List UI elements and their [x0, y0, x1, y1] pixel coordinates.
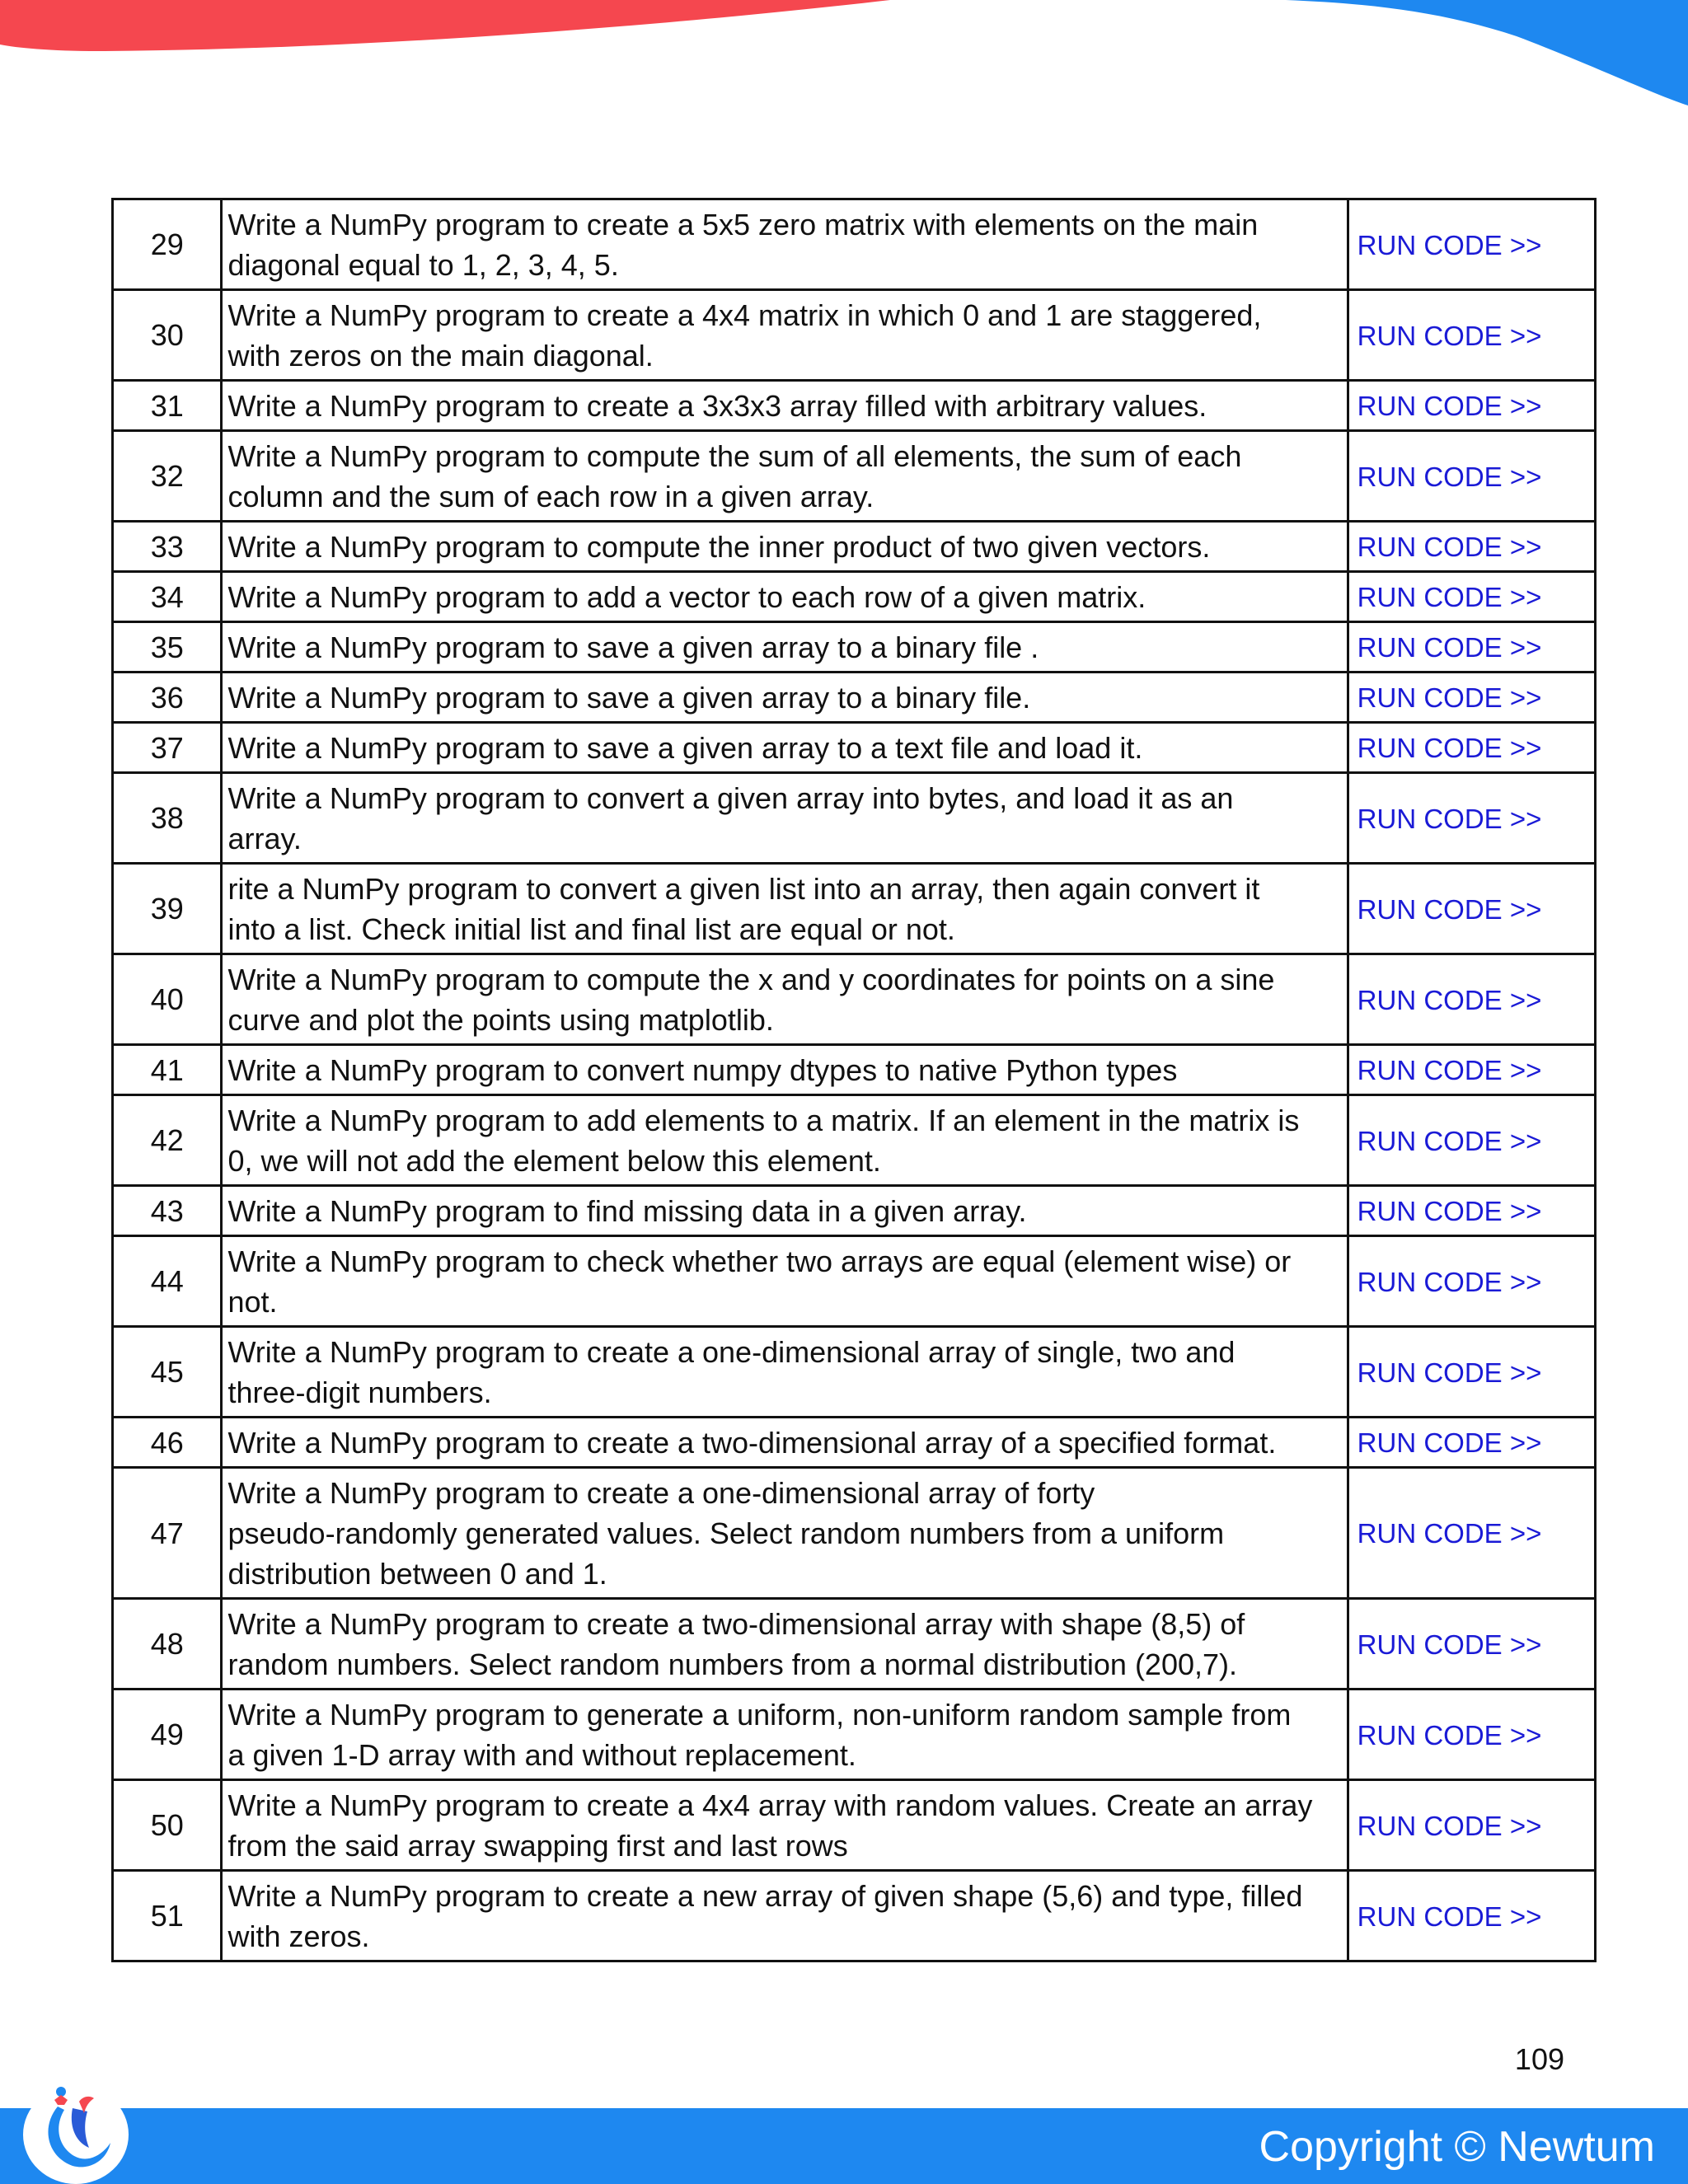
description-line: diagonal equal to 1, 2, 3, 4, 5.	[227, 247, 619, 282]
exercise-table-body	[113, 199, 1596, 1961]
exercise-description	[222, 1095, 1348, 1186]
exercise-number: 35	[113, 622, 222, 673]
run-code-cell	[1348, 1599, 1595, 1690]
description-line: 0, we will not add the element below this element.	[227, 1143, 881, 1178]
description-line: Write a NumPy program to create a 5x5 zero matrix with elements on the main	[227, 207, 1259, 241]
exercise-number: 42	[113, 1095, 222, 1186]
top-wave-decoration	[0, 0, 1688, 115]
table-row	[113, 522, 1596, 572]
run-code-link[interactable]: RUN CODE >>	[1357, 582, 1542, 612]
description-line: Write a NumPy program to compute the sum of all elements, the sum of each	[227, 438, 1242, 473]
run-code-cell	[1348, 1045, 1595, 1095]
exercise-number: 36	[113, 673, 222, 723]
run-code-cell	[1348, 1186, 1595, 1236]
run-code-link[interactable]: RUN CODE >>	[1357, 320, 1542, 351]
description-line: Write a NumPy program to compute the x and y coordinates for points on a sine	[227, 962, 1275, 996]
description-line: column and the sum of each row in a given array.	[227, 479, 874, 513]
table-row	[113, 1186, 1596, 1236]
description-line: Write a NumPy program to create a 4x4 matrix in which 0 and 1 are staggered,	[227, 298, 1262, 332]
run-code-link[interactable]: RUN CODE >>	[1357, 984, 1542, 1015]
table-row	[113, 1327, 1596, 1418]
exercise-description	[222, 723, 1348, 773]
run-code-link[interactable]: RUN CODE >>	[1357, 1900, 1542, 1932]
exercise-description	[222, 1690, 1348, 1780]
exercise-number: 51	[113, 1871, 222, 1961]
description-line: with zeros.	[227, 1919, 370, 1953]
run-code-cell	[1348, 864, 1595, 954]
run-code-cell	[1348, 673, 1595, 723]
exercise-description	[222, 1186, 1348, 1236]
description-line: Write a NumPy program to create a one-dimensional array of forty	[227, 1475, 1095, 1510]
exercise-number: 41	[113, 1045, 222, 1095]
table-row	[113, 954, 1596, 1045]
exercise-number: 49	[113, 1690, 222, 1780]
run-code-link[interactable]: RUN CODE >>	[1357, 682, 1542, 713]
table-row	[113, 864, 1596, 954]
table-row	[113, 1468, 1596, 1599]
run-code-link[interactable]: RUN CODE >>	[1357, 1427, 1542, 1458]
table-row	[113, 199, 1596, 290]
run-code-link[interactable]: RUN CODE >>	[1357, 893, 1542, 925]
run-code-cell	[1348, 1690, 1595, 1780]
description-line: Write a NumPy program to create a new array of given shape (5,6) and type, filled	[227, 1878, 1303, 1913]
description-line: Write a NumPy program to save a given array to a text file and load it.	[227, 730, 1143, 765]
run-code-link[interactable]: RUN CODE >>	[1357, 803, 1542, 834]
run-code-link[interactable]: RUN CODE >>	[1357, 391, 1542, 421]
description-line: from the said array swapping first and last rows	[227, 1828, 848, 1863]
description-line: Write a NumPy program to create a two-dimensional array of a specified format.	[227, 1425, 1277, 1460]
table-row	[113, 290, 1596, 381]
exercise-number: 32	[113, 431, 222, 522]
exercise-number: 33	[113, 522, 222, 572]
exercise-number: 46	[113, 1418, 222, 1468]
run-code-cell	[1348, 290, 1595, 381]
exercise-description	[222, 954, 1348, 1045]
newtum-logo-icon	[15, 2077, 130, 2184]
run-code-cell	[1348, 522, 1595, 572]
run-code-cell	[1348, 1780, 1595, 1871]
exercise-number: 38	[113, 773, 222, 864]
exercise-description	[222, 1045, 1348, 1095]
exercise-number: 47	[113, 1468, 222, 1599]
description-line: not.	[227, 1284, 278, 1319]
table-row	[113, 1690, 1596, 1780]
description-line: Write a NumPy program to create a two-dimensional array with shape (8,5) of	[227, 1606, 1245, 1641]
exercise-description	[222, 199, 1348, 290]
run-code-cell	[1348, 1418, 1595, 1468]
run-code-cell	[1348, 1095, 1595, 1186]
run-code-cell	[1348, 773, 1595, 864]
description-line: Write a NumPy program to add elements to a matrix. If an element in the matrix is	[227, 1103, 1300, 1137]
exercise-number: 40	[113, 954, 222, 1045]
table-row	[113, 1418, 1596, 1468]
exercise-number: 30	[113, 290, 222, 381]
description-line: Write a NumPy program to add a vector to each row of a given matrix.	[227, 579, 1146, 614]
exercise-description	[222, 1871, 1348, 1961]
table-row	[113, 723, 1596, 773]
run-code-cell	[1348, 199, 1595, 290]
table-row	[113, 572, 1596, 622]
description-line: Write a NumPy program to save a given array to a binary file.	[227, 680, 1031, 715]
description-line: random numbers. Select random numbers from a normal distribution (200,7).	[227, 1647, 1238, 1681]
run-code-link[interactable]: RUN CODE >>	[1357, 1055, 1542, 1085]
exercise-number: 45	[113, 1327, 222, 1418]
exercise-description	[222, 1236, 1348, 1327]
table-row	[113, 1599, 1596, 1690]
exercise-number: 48	[113, 1599, 222, 1690]
description-line: into a list. Check initial list and final list are equal or not.	[227, 912, 955, 946]
description-line: Write a NumPy program to create a 4x4 array with random values. Create an array	[227, 1788, 1313, 1822]
run-code-cell	[1348, 1468, 1595, 1599]
run-code-link[interactable]: RUN CODE >>	[1357, 229, 1542, 260]
run-code-link[interactable]: RUN CODE >>	[1357, 1810, 1542, 1841]
table-row	[113, 622, 1596, 673]
table-row	[113, 773, 1596, 864]
table-row	[113, 431, 1596, 522]
exercise-number: 43	[113, 1186, 222, 1236]
run-code-link[interactable]: RUN CODE >>	[1357, 1518, 1542, 1549]
description-line: pseudo-randomly generated values. Select random numbers from a uniform	[227, 1516, 1225, 1550]
exercise-description	[222, 864, 1348, 954]
exercise-description	[222, 1418, 1348, 1468]
description-line: array.	[227, 821, 302, 855]
run-code-link[interactable]: RUN CODE >>	[1357, 1266, 1542, 1297]
run-code-link[interactable]: RUN CODE >>	[1357, 1125, 1542, 1156]
exercise-table	[111, 198, 1597, 1962]
exercise-number: 34	[113, 572, 222, 622]
exercise-description	[222, 431, 1348, 522]
description-line: Write a NumPy program to compute the inner product of two given vectors.	[227, 529, 1211, 564]
description-line: Write a NumPy program to save a given array to a binary file .	[227, 630, 1039, 664]
table-row	[113, 1780, 1596, 1871]
run-code-link[interactable]: RUN CODE >>	[1357, 632, 1542, 663]
run-code-link[interactable]: RUN CODE >>	[1357, 461, 1542, 492]
description-line: Write a NumPy program to convert numpy dtypes to native Python types	[227, 1052, 1178, 1087]
exercise-number: 39	[113, 864, 222, 954]
run-code-cell	[1348, 1327, 1595, 1418]
description-line: Write a NumPy program to create a 3x3x3 array filled with arbitrary values.	[227, 388, 1207, 423]
exercise-description	[222, 673, 1348, 723]
exercise-number: 31	[113, 381, 222, 431]
exercise-number: 50	[113, 1780, 222, 1871]
exercise-number: 44	[113, 1236, 222, 1327]
exercise-number: 37	[113, 723, 222, 773]
exercise-description	[222, 1780, 1348, 1871]
run-code-link[interactable]: RUN CODE >>	[1357, 1629, 1542, 1660]
run-code-cell	[1348, 954, 1595, 1045]
run-code-cell	[1348, 431, 1595, 522]
run-code-cell	[1348, 1236, 1595, 1327]
description-line: distribution between 0 and 1.	[227, 1556, 607, 1591]
exercise-description	[222, 1599, 1348, 1690]
run-code-cell	[1348, 723, 1595, 773]
run-code-cell	[1348, 622, 1595, 673]
run-code-cell	[1348, 1871, 1595, 1961]
description-line: Write a NumPy program to generate a uniform, non-uniform random sample from	[227, 1697, 1292, 1732]
description-line: a given 1-D array with and without replacement.	[227, 1737, 856, 1772]
run-code-cell	[1348, 381, 1595, 431]
run-code-cell	[1348, 572, 1595, 622]
exercise-description	[222, 773, 1348, 864]
description-line: Write a NumPy program to convert a given array into bytes, and load it as an	[227, 780, 1234, 815]
exercise-description	[222, 522, 1348, 572]
run-code-link[interactable]: RUN CODE >>	[1357, 1357, 1542, 1388]
exercise-description	[222, 381, 1348, 431]
description-line: with zeros on the main diagonal.	[227, 338, 654, 373]
exercise-description	[222, 1468, 1348, 1599]
description-line: three-digit numbers.	[227, 1375, 492, 1409]
page-number: 109	[1514, 2042, 1564, 2076]
run-code-link[interactable]: RUN CODE >>	[1357, 733, 1542, 763]
run-code-link[interactable]: RUN CODE >>	[1357, 1196, 1542, 1226]
table-row	[113, 673, 1596, 723]
run-code-link[interactable]: RUN CODE >>	[1357, 532, 1542, 562]
exercise-number: 29	[113, 199, 222, 290]
description-line: Write a NumPy program to create a one-dimensional array of single, two and	[227, 1334, 1236, 1369]
exercise-description	[222, 290, 1348, 381]
description-line: curve and plot the points using matplotlib.	[227, 1002, 774, 1037]
description-line: Write a NumPy program to check whether two arrays are equal (element wise) or	[227, 1244, 1292, 1278]
table-row	[113, 1095, 1596, 1186]
table-row	[113, 1871, 1596, 1961]
run-code-link[interactable]: RUN CODE >>	[1357, 1719, 1542, 1750]
copyright-text: Copyright © Newtum	[1259, 2123, 1655, 2171]
table-row	[113, 381, 1596, 431]
exercise-description	[222, 572, 1348, 622]
exercise-description	[222, 1327, 1348, 1418]
description-line: Write a NumPy program to find missing data in a given array.	[227, 1193, 1027, 1228]
table-row	[113, 1236, 1596, 1327]
description-line: rite a NumPy program to convert a given list into an array, then again convert it	[227, 871, 1260, 906]
exercise-description	[222, 622, 1348, 673]
table-row	[113, 1045, 1596, 1095]
